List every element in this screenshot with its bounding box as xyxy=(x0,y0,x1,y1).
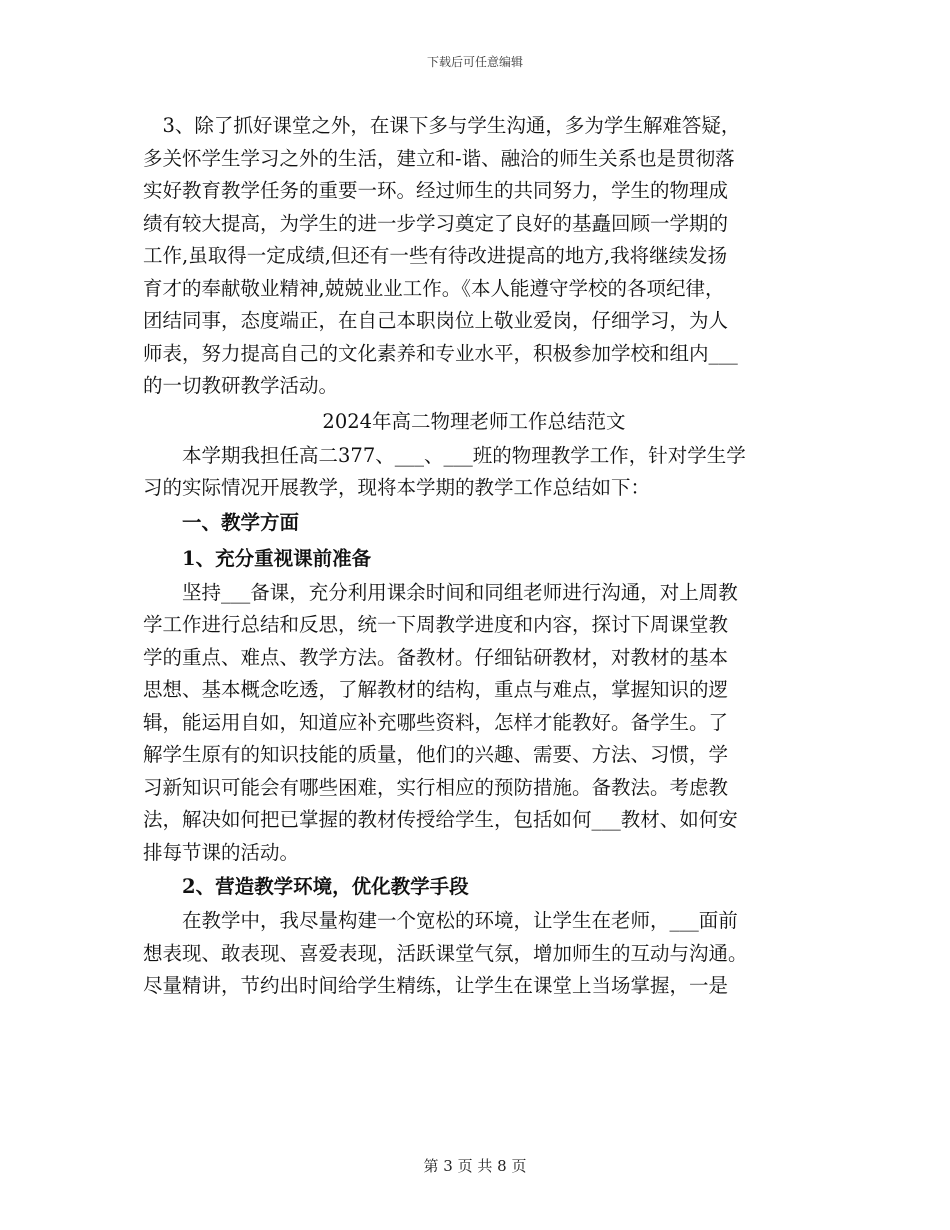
text-line: 法，解决如何把已掌握的教材传授给学生，包括如何___教材、如何安 xyxy=(143,808,738,831)
text-line: 团结同事，态度端正，在自己本职岗位上敬业爱岗，仔细学习，为人 xyxy=(143,309,729,332)
section-heading: 2、营造教学环境，优化教学手段 xyxy=(143,875,469,898)
text-line: 的一切教研教学活动。 xyxy=(143,374,339,397)
document-body xyxy=(143,110,805,1003)
text-line: 学工作进行总结和反思，统一下周教学进度和内容，探讨下周课堂教 xyxy=(143,613,729,636)
text-line: 学的重点、难点、教学方法。备教材。仔细钻研教材，对教材的基本 xyxy=(143,645,729,669)
text-line: 习的实际情况开展教学，现将本学期的教学工作总结如下： xyxy=(143,476,651,499)
text-line: 多关怀学生学习之外的生活，建立和-谐、融洽的师生关系也是贯彻落 xyxy=(143,146,735,170)
text-line: 解学生原有的知识技能的质量，他们的兴趣、需要、方法、习惯，学 xyxy=(143,743,729,766)
page-footer: 第 3 页 共 8 页 xyxy=(423,1157,527,1175)
section-heading: 一、教学方面 xyxy=(143,510,300,534)
text-line: 本学期我担任高二377、___、___班的物理教学工作，针对学生学 xyxy=(143,443,746,467)
text-line: 想表现、敢表现、喜爱表现，活跃课堂气氛，增加师生的互动与沟通。 xyxy=(143,941,748,965)
text-line: 育才的奉献敬业精神,兢兢业业工作。《本人能遵守学校的各项纪律， xyxy=(143,276,725,300)
text-line: 思想、基本概念吃透，了解教材的结构，重点与难点，掌握知识的逻 xyxy=(143,678,729,701)
text-line: 实好教育教学任务的重要一环。经过师生的共同努力，学生的物理成 xyxy=(143,179,729,202)
text-line: 师表，努力提高自己的文化素养和专业水平，积极参加学校和组内___ xyxy=(143,341,738,365)
text-line: 在教学中，我尽量构建一个宽松的环境，让学生在老师，___面前 xyxy=(143,909,738,932)
section-heading: 1、充分重视课前准备 xyxy=(143,546,372,570)
text-line: 3、除了抓好课堂之外，在课下多与学生沟通，多为学生解难答疑， xyxy=(143,114,741,137)
text-line: 排每节课的活动。 xyxy=(143,840,300,864)
text-line: 辑，能运用自如，知道应补充哪些资料，怎样才能教好。备学生。了 xyxy=(143,710,729,734)
text-line: 习新知识可能会有哪些困难，实行相应的预防措施。备教法。考虑教 xyxy=(143,775,729,799)
text-line: 坚持___备课，充分利用课余时间和同组老师进行沟通，对上周教 xyxy=(143,580,738,604)
text-line: 工作,虽取得一定成绩,但还有一些有待改进提高的地方,我将继续发扬 xyxy=(143,244,728,267)
document-title: 2024年高二物理老师工作总结范文 xyxy=(322,409,626,433)
page-header: 下载后可任意编辑 xyxy=(426,55,523,69)
text-line: 尽量精讲，节约出时间给学生精练，让学生在课堂上当场掌握，一是 xyxy=(143,974,729,997)
text-line: 绩有较大提高，为学生的进一步学习奠定了良好的基矗回顾一学期的 xyxy=(143,211,729,235)
